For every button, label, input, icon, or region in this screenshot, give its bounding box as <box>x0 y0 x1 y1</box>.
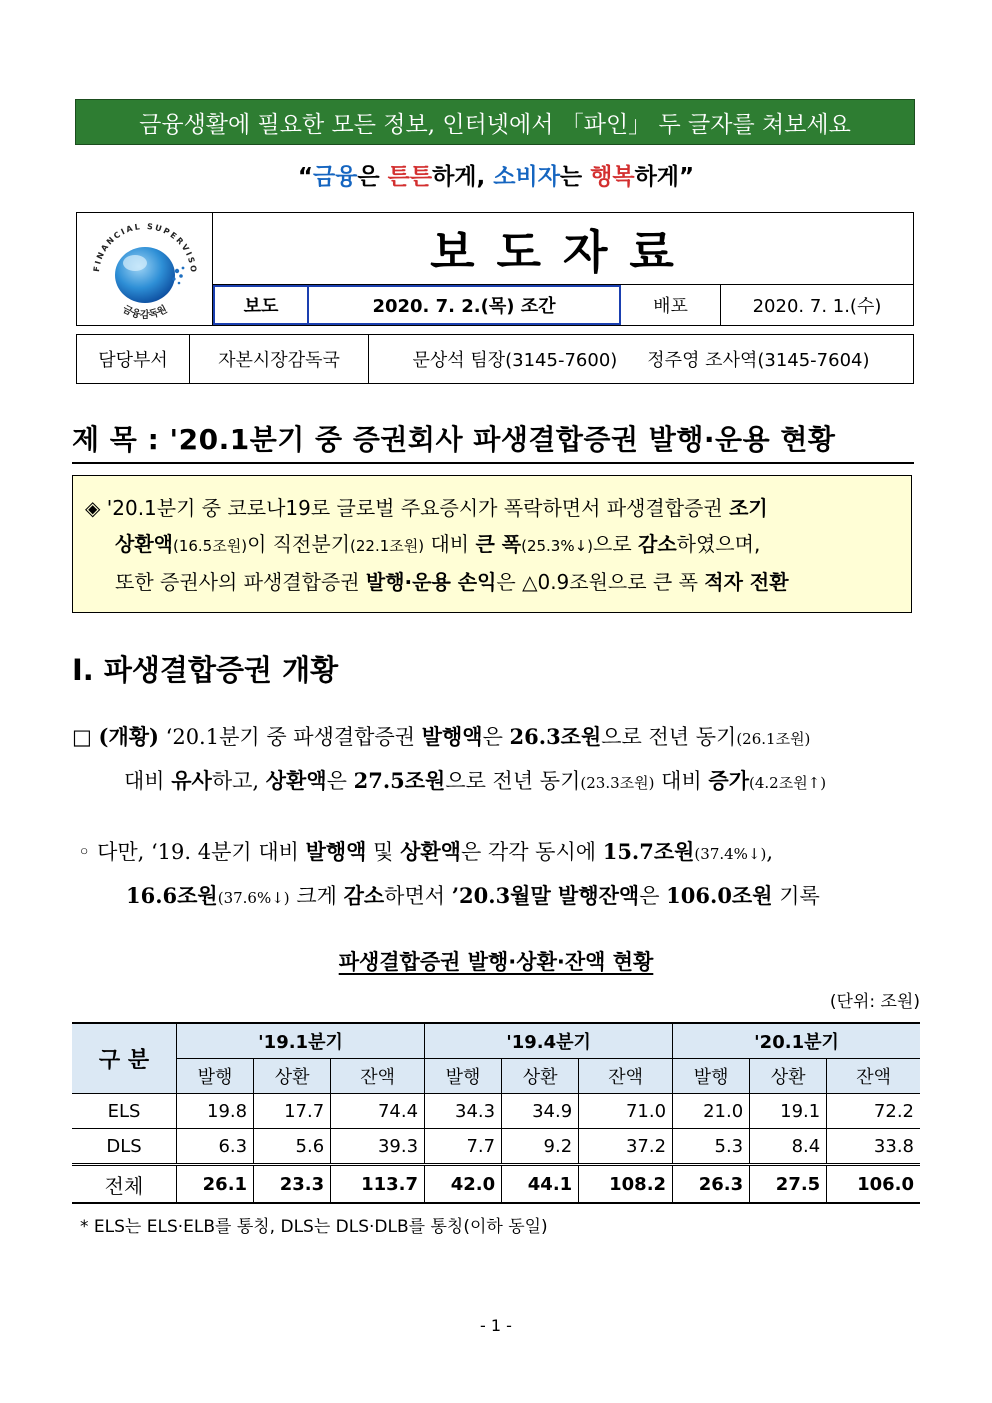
row-header: 구 분 <box>72 1023 177 1094</box>
table-cell: 42.0 <box>425 1165 502 1204</box>
table-cell: 27.5 <box>750 1165 827 1204</box>
table-cell: 19.8 <box>177 1094 254 1129</box>
para-text: 대비 <box>654 769 709 793</box>
para-text: 크게 <box>289 884 344 908</box>
para-note: (37.4%↓) <box>694 845 767 863</box>
para-emphasis: 상환액 <box>265 768 327 793</box>
subject-title: 제 목 : '20.1분기 중 증권회사 파생결합증권 발행·운용 현황 <box>72 423 836 456</box>
summary-text: 으로 <box>593 532 639 556</box>
contact-1: 문상석 팀장(3145-7600) <box>412 350 618 371</box>
table-cell: 19.1 <box>750 1094 827 1129</box>
summary-text: 은 △0.9조원으로 큰 폭 <box>496 570 705 594</box>
table-cell: 8.4 <box>750 1129 827 1165</box>
row-label: DLS <box>72 1129 177 1165</box>
table-cell: 71.0 <box>579 1094 673 1129</box>
group-header: '19.4분기 <box>425 1023 673 1059</box>
summary-emphasis: 발행·운용 손익 <box>365 570 497 594</box>
subcol-header: 상환 <box>254 1059 331 1094</box>
page-number: - 1 - <box>480 1316 512 1335</box>
slogan-particle: 하게, <box>432 164 494 190</box>
department-contacts <box>369 335 913 383</box>
para-emphasis: 106.0조원 <box>666 883 773 908</box>
slogan-word-consumer: 소비자 <box>493 164 560 190</box>
info-banner: 금융생활에 필요한 모든 정보, 인터넷에서 「파인」 두 글자를 쳐보세요 <box>75 99 915 145</box>
para-text: 및 <box>366 840 401 864</box>
para-text: 은 <box>639 884 667 908</box>
summary-text: 이 직전분기 <box>247 532 351 556</box>
department-label: 담당부서 <box>77 335 190 383</box>
para-emphasis: 상환액 <box>400 839 461 864</box>
slogan-word-happy: 행복 <box>590 164 635 190</box>
table-body <box>72 1094 920 1204</box>
table-cell: 26.1 <box>177 1165 254 1204</box>
table-cell: 74.4 <box>331 1094 425 1129</box>
footnote: * ELS는 ELS·ELB를 통칭, DLS는 DLS·DLB를 통칭(이하 동일) <box>80 1217 548 1237</box>
group-header: '19.1분기 <box>177 1023 425 1059</box>
summary-note: (25.3%↓) <box>521 537 594 555</box>
para-note: (26.1조원) <box>736 730 811 748</box>
table-cell: 72.2 <box>827 1094 920 1129</box>
row-label: 전체 <box>72 1165 177 1204</box>
subcol-header: 잔액 <box>827 1059 920 1094</box>
para-text: 으로 전년 동기 <box>601 725 737 749</box>
para-text: 하고, <box>211 769 266 793</box>
subcol-header: 잔액 <box>331 1059 425 1094</box>
summary-emphasis: 상환액 <box>115 532 173 556</box>
table-row <box>72 1094 920 1129</box>
table-cell: 108.2 <box>579 1165 673 1204</box>
summary-note: (16.5조원) <box>172 537 248 555</box>
table-cell: 9.2 <box>502 1129 579 1165</box>
summary-bullet-icon: ◈ <box>85 496 101 520</box>
para-emphasis: 감소 <box>343 883 385 908</box>
slogan-particle: 는 <box>559 164 591 190</box>
subcol-header: 발행 <box>425 1059 502 1094</box>
summary-line-3 <box>85 564 895 600</box>
summary-text: 하였으며, <box>676 532 761 556</box>
table-cell: 39.3 <box>331 1129 425 1165</box>
table-cell: 33.8 <box>827 1129 920 1165</box>
para-text: 다만, ‘19. 4분기 대비 <box>90 840 306 864</box>
para-text: 으로 전년 동기 <box>445 769 581 793</box>
change-paragraph <box>78 831 938 919</box>
table-cell: 34.9 <box>502 1094 579 1129</box>
fss-logo-icon <box>77 213 213 325</box>
row-label: ELS <box>72 1094 177 1129</box>
table-cell: 37.2 <box>579 1129 673 1165</box>
paragraph-line <box>72 760 932 804</box>
slogan-close: ” <box>679 164 695 190</box>
para-emphasis: 15.7조원 <box>602 839 695 864</box>
slogan-open: “ <box>297 164 313 190</box>
para-emphasis: (개황) <box>98 724 159 749</box>
summary-note: (22.1조원) <box>350 537 425 555</box>
para-emphasis: 발행액 <box>421 724 483 749</box>
summary-emphasis: 감소 <box>638 532 677 556</box>
para-text: 하면서 <box>384 884 452 908</box>
para-text: 은 <box>326 769 354 793</box>
derivatives-table <box>72 1022 920 1204</box>
table-cell: 113.7 <box>331 1165 425 1204</box>
para-emphasis: 증가 <box>708 768 749 793</box>
overview-paragraph <box>72 716 932 804</box>
subcol-header: 발행 <box>177 1059 254 1094</box>
group-header: '20.1분기 <box>673 1023 920 1059</box>
summary-line-2 <box>85 526 895 564</box>
subcol-header: 상환 <box>502 1059 579 1094</box>
paragraph-line <box>72 716 932 760</box>
para-text: 은 <box>482 725 510 749</box>
para-emphasis: 26.3조원 <box>509 724 602 749</box>
table-cell: 7.7 <box>425 1129 502 1165</box>
table-cell: 6.3 <box>177 1129 254 1165</box>
distribution-label: 배포 <box>621 285 721 325</box>
table-row <box>72 1129 920 1165</box>
press-header <box>76 212 914 326</box>
para-text: 대비 <box>124 769 172 793</box>
distribution-date: 2020. 7. 1.(수) <box>752 296 882 317</box>
table-cell: 5.3 <box>673 1129 750 1165</box>
paragraph-line <box>78 831 938 875</box>
subject-underline <box>72 462 914 464</box>
slogan-word-finance: 금융 <box>312 164 358 190</box>
para-note: (4.2조원↑) <box>749 774 827 792</box>
slogan <box>0 158 992 191</box>
dot-bullet-icon: ◦ <box>78 840 91 864</box>
para-emphasis: 유사 <box>171 768 212 793</box>
summary-box <box>72 475 912 613</box>
table-cell: 106.0 <box>827 1165 920 1204</box>
department-row <box>76 334 914 384</box>
table-title <box>0 946 992 976</box>
release-date: 2020. 7. 2.(목) 조간 <box>309 285 621 325</box>
table-cell: 5.6 <box>254 1129 331 1165</box>
para-note: (23.3조원) <box>580 774 655 792</box>
slogan-word-strong: 튼튼 <box>387 164 433 190</box>
para-emphasis: 27.5조원 <box>353 768 446 793</box>
para-text: , <box>766 840 774 864</box>
fss-logo <box>77 213 213 325</box>
table-cell: 26.3 <box>673 1165 750 1204</box>
table-row <box>72 1165 920 1204</box>
checkbox-bullet-icon: □ <box>72 725 92 749</box>
para-emphasis: 16.6조원 <box>126 883 218 908</box>
subcol-header: 발행 <box>673 1059 750 1094</box>
slogan-particle: 하게 <box>634 164 680 190</box>
paragraph-line <box>78 875 938 919</box>
svg-text:금융감독원: 금융감독원 <box>120 303 170 321</box>
contact-2: 정주영 조사역(3145-7604) <box>647 350 870 371</box>
para-note: (37.6%↓) <box>217 889 290 907</box>
table-unit: (단위: 조원) <box>829 992 920 1012</box>
summary-emphasis: 큰 폭 <box>475 532 522 556</box>
para-text: ‘20.1분기 중 파생결합증권 <box>158 725 422 749</box>
table-cell: 23.3 <box>254 1165 331 1204</box>
para-emphasis: 발행액 <box>305 839 367 864</box>
summary-text: '20.1분기 중 코로나19로 글로벌 주요증시가 폭락하면서 파생결합증권 <box>106 496 730 520</box>
section-heading: Ⅰ. 파생결합증권 개황 <box>72 653 339 687</box>
table-title-text: 파생결합증권 발행·상환·잔액 현황 <box>338 950 654 974</box>
para-emphasis: ’20.3월말 발행잔액 <box>451 883 640 908</box>
summary-emphasis: 적자 전환 <box>704 570 789 594</box>
table-cell: 44.1 <box>502 1165 579 1204</box>
summary-line-1 <box>85 490 895 526</box>
slogan-particle: 은 <box>357 164 388 190</box>
summary-text: 또한 증권사의 파생결합증권 <box>115 570 366 594</box>
press-release-title: 보도자료 <box>213 213 913 285</box>
subcol-header: 상환 <box>750 1059 827 1094</box>
department-name: 자본시장감독국 <box>190 335 369 383</box>
para-text: 은 각각 동시에 <box>460 840 603 864</box>
release-label: 보도 <box>213 285 309 325</box>
table-cell: 17.7 <box>254 1094 331 1129</box>
svg-text:FINANCIAL SUPERVISORY SERVICE: FINANCIAL SUPERVISO <box>92 221 199 275</box>
table-cell: 34.3 <box>425 1094 502 1129</box>
subcol-header: 잔액 <box>579 1059 673 1094</box>
summary-text: 대비 <box>424 532 476 556</box>
summary-emphasis: 조기 <box>729 496 768 520</box>
para-text: 기록 <box>772 884 820 908</box>
table-cell: 21.0 <box>673 1094 750 1129</box>
